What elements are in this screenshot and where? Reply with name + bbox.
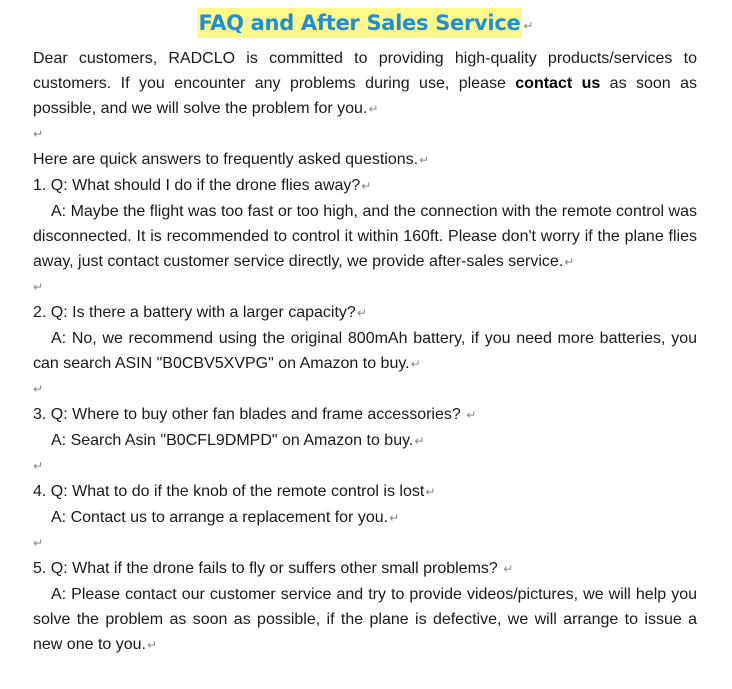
contact-us-text: contact us bbox=[515, 75, 601, 92]
blank-line: ↵ bbox=[33, 280, 44, 294]
lead-text: Here are quick answers to frequently asked questions.↵ bbox=[33, 151, 430, 168]
faq-question: 5. Q: What if the drone fails to fly or suffers other small problems? ↵ bbox=[33, 560, 514, 577]
intro-text-2: as soon as possible, and we will solve the problem for you. bbox=[33, 75, 697, 117]
return-mark: ↵ bbox=[503, 562, 514, 576]
return-mark: ↵ bbox=[356, 306, 367, 320]
return-mark: ↵ bbox=[389, 511, 400, 525]
faq-question: 4. Q: What to do if the knob of the remote control is lost↵ bbox=[33, 483, 436, 500]
faq-question: 3. Q: Where to buy other fan blades and frame accessories? ↵ bbox=[33, 406, 477, 423]
return-mark: ↵ bbox=[425, 485, 436, 499]
faq-question: 2. Q: Is there a battery with a larger capacity?↵ bbox=[33, 304, 367, 321]
return-mark: ↵ bbox=[466, 408, 477, 422]
faq-answer: A: Contact us to arrange a replacement for you.↵ bbox=[51, 509, 400, 526]
faq-answer: A: Please contact our customer service and try to provide videos/pictures, we will help you solve the problem as soon as possible, if the plane is defective, we will arrange to issue a new one to you.↵ bbox=[33, 586, 697, 653]
return-mark: ↵ bbox=[564, 255, 575, 269]
blank-line: ↵ bbox=[33, 536, 44, 550]
document-page bbox=[33, 8, 697, 658]
blank-line: ↵ bbox=[33, 382, 44, 396]
return-mark: ↵ bbox=[523, 19, 534, 33]
blank-line: ↵ bbox=[33, 459, 44, 473]
title-row bbox=[33, 8, 697, 42]
blank-line: ↵ bbox=[33, 127, 44, 141]
faq-question: 1. Q: What should I do if the drone flies away?↵ bbox=[33, 177, 372, 194]
faq-answer: A: No, we recommend using the original 800mAh battery, if you need more batteries, you can search ASIN "B0CBV5XVPG" on Amazon to buy.↵ bbox=[33, 330, 697, 372]
return-mark: ↵ bbox=[361, 179, 372, 193]
return-mark: ↵ bbox=[410, 357, 421, 371]
intro-paragraph bbox=[33, 46, 697, 122]
page-title: FAQ and After Sales Service bbox=[197, 8, 523, 38]
return-mark: ↵ bbox=[414, 434, 425, 448]
faq-answer: A: Search Asin "B0CFL9DMPD" on Amazon to buy.↵ bbox=[51, 432, 425, 449]
return-mark: ↵ bbox=[419, 153, 430, 167]
faq-answer: A: Maybe the flight was too fast or too high, and the connection with the remote control was disconnected. It is recommended to control it within 160ft. Please don't worry if the plane flies away, just contact customer service directly, we provide after-sales service.↵ bbox=[33, 203, 697, 270]
return-mark: ↵ bbox=[146, 638, 158, 652]
return-mark: ↵ bbox=[368, 102, 379, 116]
intro-text-1: Dear customers, RADCLO is committed to providing high-quality products/services to customers. If you encounter any problems during use, please bbox=[33, 50, 697, 92]
